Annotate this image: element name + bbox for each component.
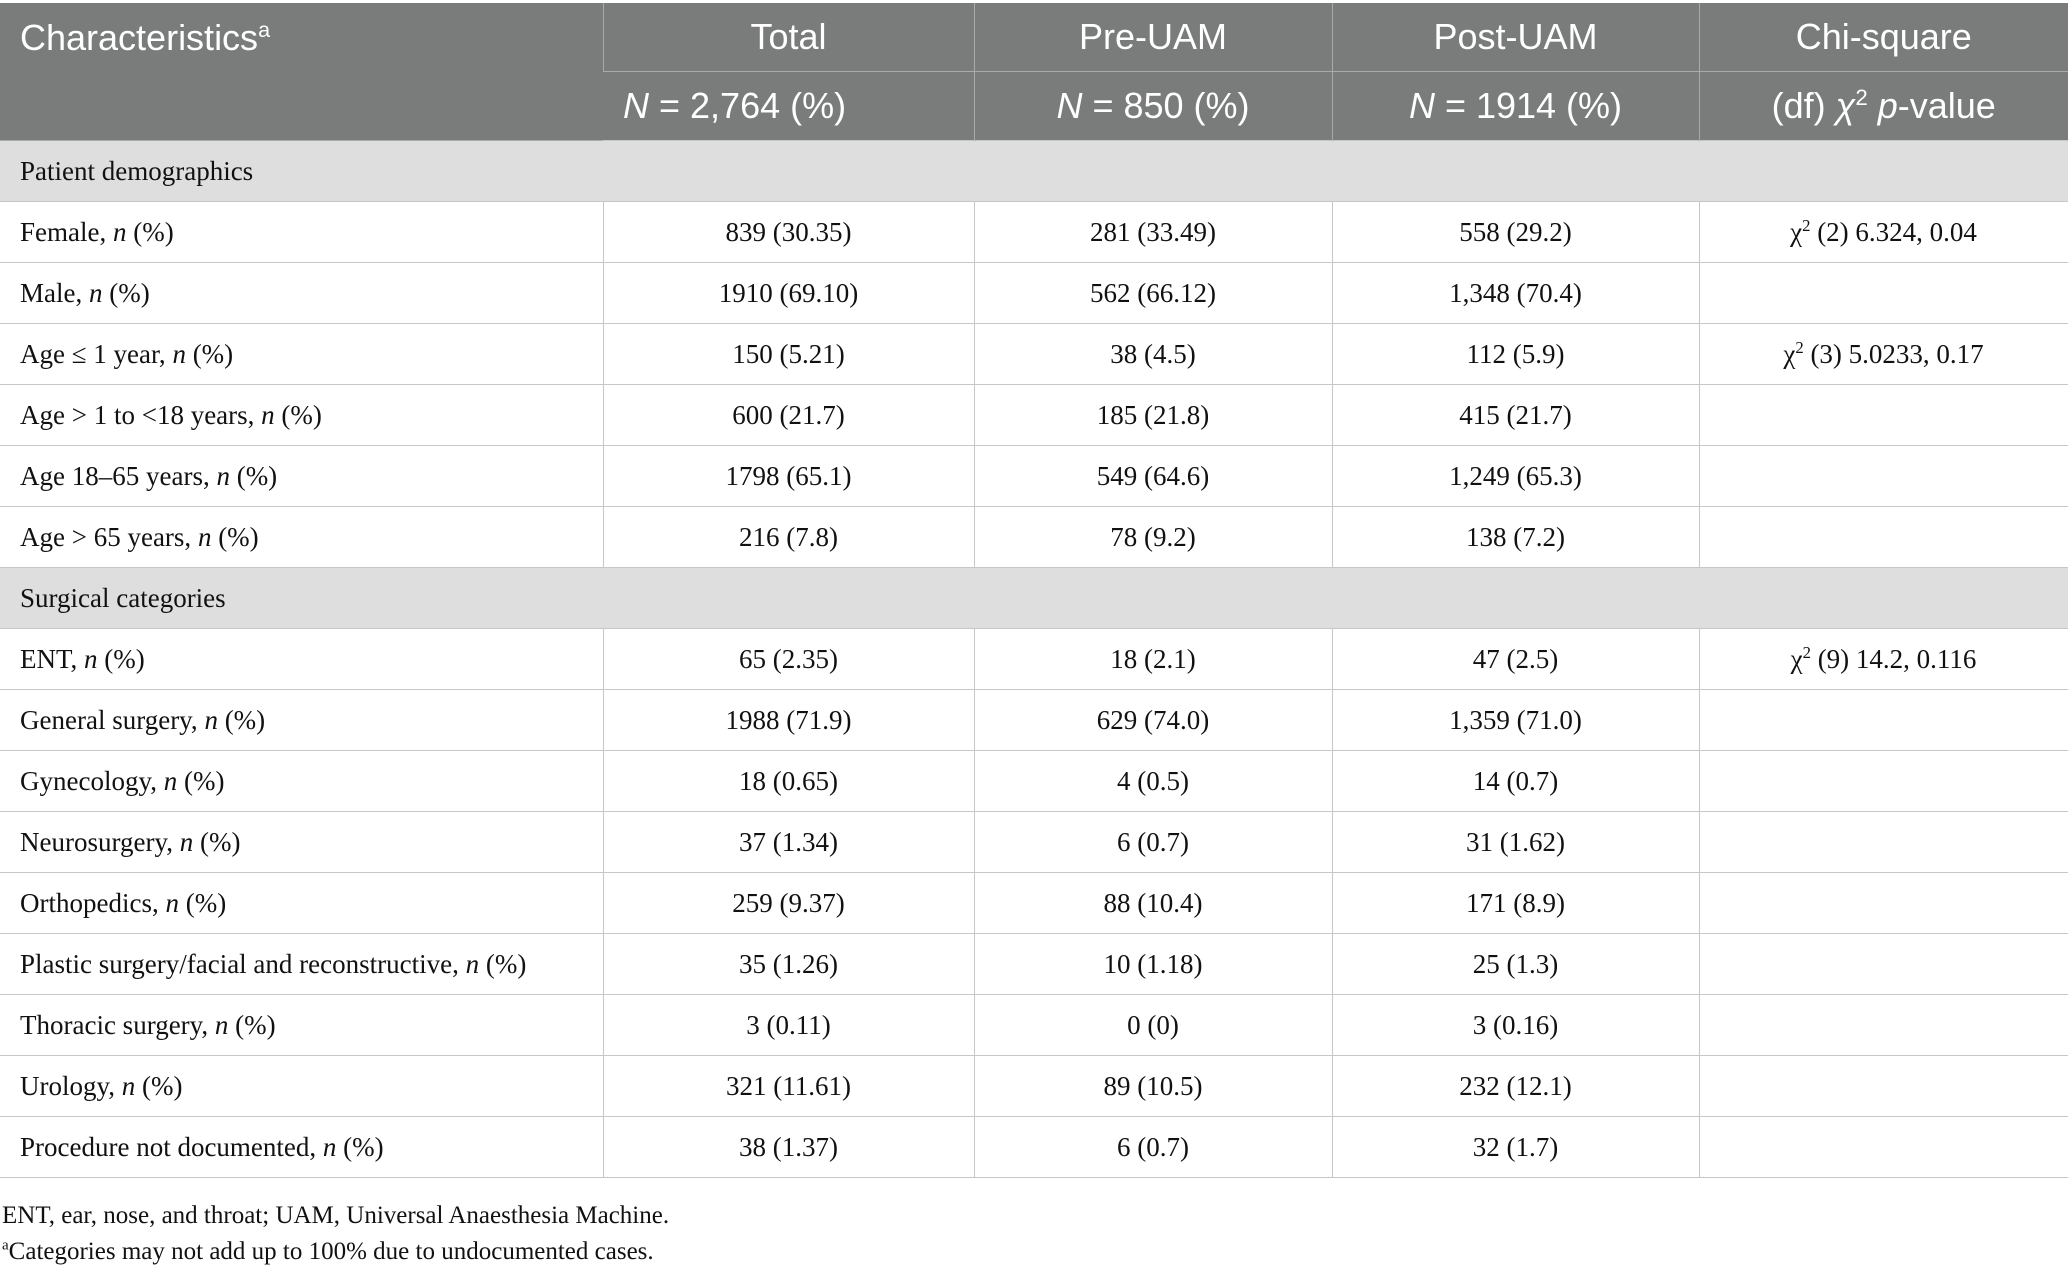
abbreviations-note: ENT, ear, nose, and throat; UAM, Universal Anaesthesia Machine. xyxy=(2,1202,670,1229)
table-row xyxy=(0,934,2068,995)
cell-post-uam: 32 (1.7) xyxy=(1332,1117,1699,1178)
cell-chi-square xyxy=(1699,1117,2068,1178)
header-total: Total xyxy=(603,3,974,72)
table-row xyxy=(0,629,2068,690)
cell-chi-square xyxy=(1699,507,2068,568)
row-label: Female, n (%) xyxy=(0,202,603,263)
cell-pre-uam: 89 (10.5) xyxy=(974,1056,1332,1117)
cell-post-uam: 1,359 (71.0) xyxy=(1332,690,1699,751)
cell-post-uam: 1,249 (65.3) xyxy=(1332,446,1699,507)
cell-chi-square: $\chi^2$ (3) 5.0233, 0.17 xyxy=(1699,324,2068,385)
cell-pre-uam: 10 (1.18) xyxy=(974,934,1332,995)
cell-pre-uam: 185 (21.8) xyxy=(974,385,1332,446)
cell-total: 1988 (71.9) xyxy=(603,690,974,751)
cell-pre-uam: 629 (74.0) xyxy=(974,690,1332,751)
cell-chi-square xyxy=(1699,385,2068,446)
table-row xyxy=(0,385,2068,446)
table-row xyxy=(0,751,2068,812)
row-label: Gynecology, n (%) xyxy=(0,751,603,812)
section-row xyxy=(0,568,2068,629)
cell-total: 259 (9.37) xyxy=(603,873,974,934)
header-pre-uam-n: N = 850 (%) xyxy=(974,72,1332,141)
table-body xyxy=(0,141,2068,1178)
table-row xyxy=(0,507,2068,568)
section-title: Patient demographics xyxy=(0,141,2068,202)
header-post-uam: Post-UAM xyxy=(1332,3,1699,72)
cell-pre-uam: 78 (9.2) xyxy=(974,507,1332,568)
cell-chi-square xyxy=(1699,873,2068,934)
row-label: Procedure not documented, n (%) xyxy=(0,1117,603,1178)
cell-post-uam: 112 (5.9) xyxy=(1332,324,1699,385)
row-label: Age > 1 to <18 years, n (%) xyxy=(0,385,603,446)
cell-post-uam: 47 (2.5) xyxy=(1332,629,1699,690)
cell-total: 216 (7.8) xyxy=(603,507,974,568)
cell-pre-uam: 38 (4.5) xyxy=(974,324,1332,385)
table-row xyxy=(0,202,2068,263)
cell-chi-square: $\chi^2$ (9) 14.2, 0.116 xyxy=(1699,629,2068,690)
section-row xyxy=(0,141,2068,202)
row-label: Neurosurgery, n (%) xyxy=(0,812,603,873)
table-row xyxy=(0,1117,2068,1178)
header-post-uam-n: N = 1914 (%) xyxy=(1332,72,1699,141)
cell-total: 3 (0.11) xyxy=(603,995,974,1056)
cell-total: 18 (0.65) xyxy=(603,751,974,812)
cell-chi-square xyxy=(1699,995,2068,1056)
cell-total: 839 (30.35) xyxy=(603,202,974,263)
table-row xyxy=(0,812,2068,873)
footnote-a: $^a$Categories may not add up to 100% due to undocumented cases. xyxy=(2,1237,654,1265)
cell-total: 1910 (69.10) xyxy=(603,263,974,324)
cell-chi-square xyxy=(1699,690,2068,751)
table-row xyxy=(0,1056,2068,1117)
row-label: Age 18–65 years, n (%) xyxy=(0,446,603,507)
cell-pre-uam: 4 (0.5) xyxy=(974,751,1332,812)
header-chi-square: Chi-square xyxy=(1699,3,2068,72)
cell-pre-uam: 0 (0) xyxy=(974,995,1332,1056)
cell-total: 1798 (65.1) xyxy=(603,446,974,507)
cell-chi-square xyxy=(1699,751,2068,812)
cell-post-uam: 31 (1.62) xyxy=(1332,812,1699,873)
cell-total: 150 (5.21) xyxy=(603,324,974,385)
header-characteristics: Characteristics$^a$ xyxy=(0,3,603,141)
cell-pre-uam: 6 (0.7) xyxy=(974,1117,1332,1178)
table-row xyxy=(0,446,2068,507)
cell-total: 321 (11.61) xyxy=(603,1056,974,1117)
row-label: Age ≤ 1 year, n (%) xyxy=(0,324,603,385)
cell-post-uam: 138 (7.2) xyxy=(1332,507,1699,568)
cell-chi-square xyxy=(1699,263,2068,324)
cell-pre-uam: 88 (10.4) xyxy=(974,873,1332,934)
table-row xyxy=(0,995,2068,1056)
row-label: ENT, n (%) xyxy=(0,629,603,690)
table-row xyxy=(0,263,2068,324)
cell-pre-uam: 549 (64.6) xyxy=(974,446,1332,507)
row-label: Urology, n (%) xyxy=(0,1056,603,1117)
cell-post-uam: 1,348 (70.4) xyxy=(1332,263,1699,324)
header-chi-df-p: (df) $\chi^2$ p-value xyxy=(1699,72,2068,141)
table-header xyxy=(0,3,2068,141)
row-label: Age > 65 years, n (%) xyxy=(0,507,603,568)
section-title: Surgical categories xyxy=(0,568,2068,629)
cell-total: 37 (1.34) xyxy=(603,812,974,873)
table-row xyxy=(0,690,2068,751)
row-label: Orthopedics, n (%) xyxy=(0,873,603,934)
cell-pre-uam: 18 (2.1) xyxy=(974,629,1332,690)
cell-chi-square xyxy=(1699,446,2068,507)
cell-chi-square xyxy=(1699,934,2068,995)
table-notes xyxy=(2,1198,669,1270)
cell-total: 35 (1.26) xyxy=(603,934,974,995)
header-total-n: N = 2,764 (%) xyxy=(603,72,974,141)
characteristics-table xyxy=(0,3,2068,1178)
cell-chi-square: $\chi^2$ (2) 6.324, 0.04 xyxy=(1699,202,2068,263)
header-footnote-mark: a xyxy=(258,17,271,42)
cell-pre-uam: 562 (66.12) xyxy=(974,263,1332,324)
table-row xyxy=(0,324,2068,385)
cell-post-uam: 232 (12.1) xyxy=(1332,1056,1699,1117)
header-pre-uam: Pre-UAM xyxy=(974,3,1332,72)
cell-total: 600 (21.7) xyxy=(603,385,974,446)
cell-chi-square xyxy=(1699,1056,2068,1117)
cell-post-uam: 14 (0.7) xyxy=(1332,751,1699,812)
cell-pre-uam: 6 (0.7) xyxy=(974,812,1332,873)
cell-total: 65 (2.35) xyxy=(603,629,974,690)
cell-pre-uam: 281 (33.49) xyxy=(974,202,1332,263)
row-label: Plastic surgery/facial and reconstructive, n (%) xyxy=(0,934,603,995)
cell-post-uam: 558 (29.2) xyxy=(1332,202,1699,263)
row-label: Male, n (%) xyxy=(0,263,603,324)
cell-chi-square xyxy=(1699,812,2068,873)
cell-post-uam: 25 (1.3) xyxy=(1332,934,1699,995)
row-label: General surgery, n (%) xyxy=(0,690,603,751)
cell-post-uam: 415 (21.7) xyxy=(1332,385,1699,446)
cell-total: 38 (1.37) xyxy=(603,1117,974,1178)
row-label: Thoracic surgery, n (%) xyxy=(0,995,603,1056)
table-row xyxy=(0,873,2068,934)
cell-post-uam: 171 (8.9) xyxy=(1332,873,1699,934)
cell-post-uam: 3 (0.16) xyxy=(1332,995,1699,1056)
